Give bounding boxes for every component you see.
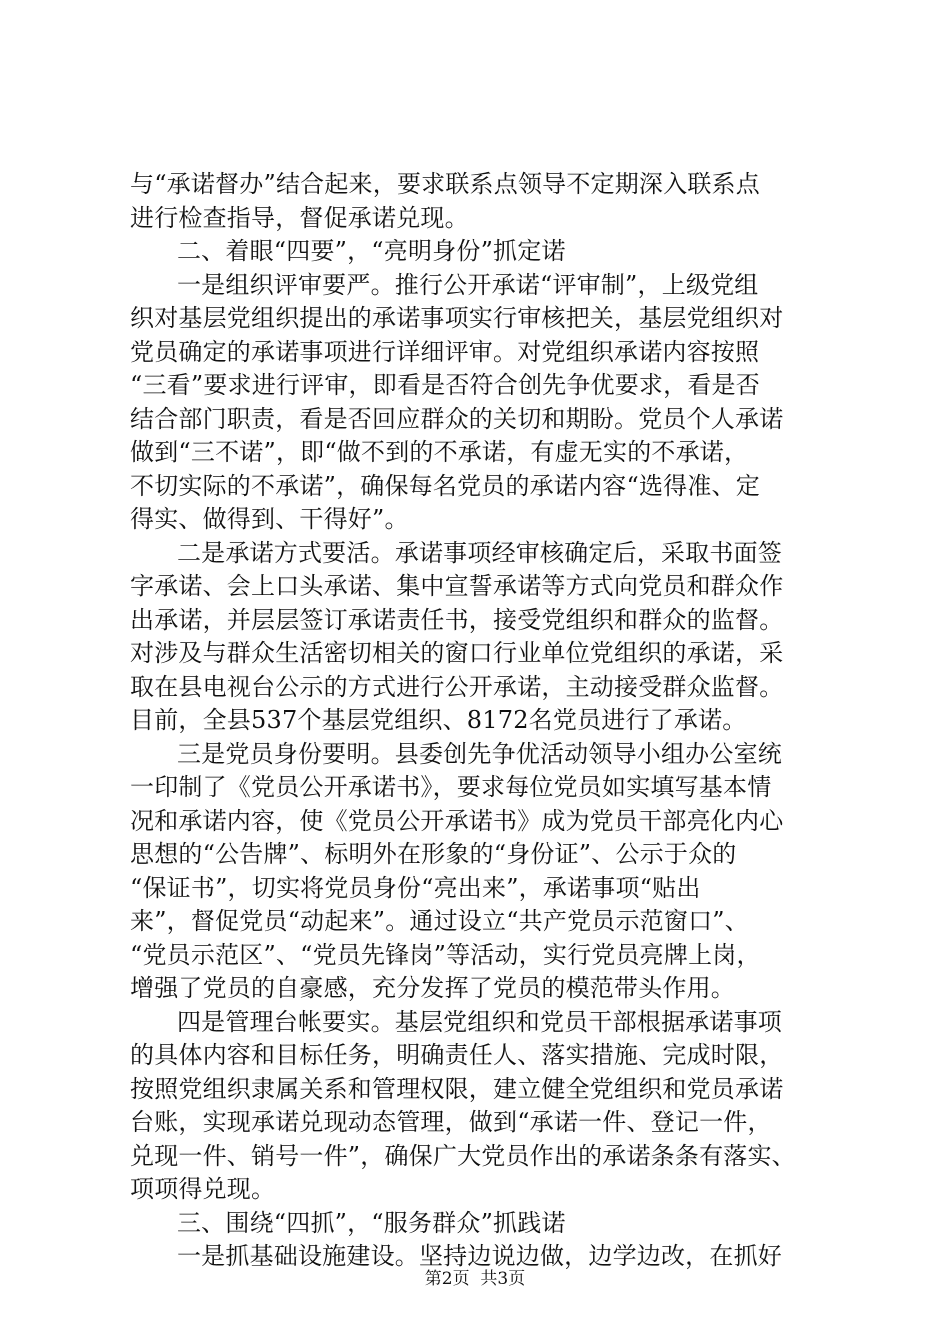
text-line: 的具体内容和目标任务，明确责任人、落实措施、完成时限， xyxy=(130,1041,784,1069)
text-line: 来”，督促党员“动起来”。通过设立“共产党员示范窗口”、 xyxy=(130,907,749,935)
text-line: “三看”要求进行评审，即看是否符合创先争优要求，看是否 xyxy=(130,371,760,399)
text-line: “党员示范区”、“党员先锋岗”等活动，实行党员亮牌上岗， xyxy=(130,940,761,969)
text-line: 一印制了《党员公开承诺书》，要求每位党员如实填写基本情 xyxy=(130,773,772,801)
text-line: 对涉及与群众生活密切相关的窗口行业单位党组织的承诺，采 xyxy=(130,639,784,667)
text-line: 不切实际的不承诺”，确保每名党员的承诺内容“选得准、定 xyxy=(130,471,760,500)
text-line: 字承诺、会上口头承诺、集中宣誓承诺等方式向党员和群众作 xyxy=(130,572,784,600)
text-line: 与“承诺督办”结合起来，要求联系点领导不定期深入联系点 xyxy=(130,170,760,198)
text-line: 台账，实现承诺兑现动态管理，做到“承诺一件、登记一件， xyxy=(130,1108,772,1136)
text-line: 出承诺，并层层签订承诺责任书，接受党组织和群众的监督。 xyxy=(130,605,784,634)
page-number-footer: 第2页 共3页 xyxy=(424,1269,526,1289)
text-line: 一是组织评审要严。推行公开承诺“评审制”，上级党组 xyxy=(130,270,759,299)
text-line: 三是党员身份要明。县委创先争优活动领导小组办公室统 xyxy=(130,739,782,768)
text-line: 一是抓基础设施建设。坚持边说边做，边学边改，在抓好 xyxy=(130,1242,782,1270)
text-line: 取在县电视台公示的方式进行公开承诺，主动接受群众监督。 xyxy=(130,672,784,701)
text-line: 织对基层党组织提出的承诺事项实行审核把关，基层党组织对 xyxy=(130,304,784,332)
text-line: 二是承诺方式要活。承诺事项经审核确定后，采取书面签 xyxy=(130,538,782,567)
text-line: 结合部门职责，看是否回应群众的关切和期盼。党员个人承诺 xyxy=(130,404,784,433)
text-line: 党员确定的承诺事项进行详细评审。对党组织承诺内容按照 xyxy=(130,337,760,366)
section-heading: 三、围绕“四抓”，“服务群众”抓践诺 xyxy=(130,1208,566,1237)
text-line: 得实、做得到、干得好”。 xyxy=(130,505,409,533)
text-line: 进行检查指导，督促承诺兑现。 xyxy=(130,203,469,232)
text-line: 思想的“公告牌”、标明外在形象的“身份证”、公示于众的 xyxy=(130,840,737,868)
text-line: 况和承诺内容，使《党员公开承诺书》成为党员干部亮化内心 xyxy=(130,806,784,835)
text-line: “保证书”，切实将党员身份“亮出来”，承诺事项“贴出 xyxy=(130,873,701,902)
document-body xyxy=(130,168,830,1274)
text-line: 目前，全县537个基层党组织、8172名党员进行了承诺。 xyxy=(130,706,747,734)
text-line: 四是管理台帐要实。基层党组织和党员干部根据承诺事项 xyxy=(130,1007,782,1036)
text-line: 增强了党员的自豪感，充分发挥了党员的模范带头作用。 xyxy=(130,974,735,1002)
section-heading: 二、着眼“四要”，“亮明身份”抓定诺 xyxy=(130,237,566,265)
text-line: 项项得兑现。 xyxy=(130,1175,276,1203)
text-line: 兑现一件、销号一件”，确保广大党员作出的承诺条条有落实、 xyxy=(130,1141,796,1170)
text-line: 按照党组织隶属关系和管理权限，建立健全党组织和党员承诺 xyxy=(130,1074,784,1103)
text-line: 做到“三不诺”，即“做不到的不承诺，有虚无实的不承诺， xyxy=(130,438,749,466)
